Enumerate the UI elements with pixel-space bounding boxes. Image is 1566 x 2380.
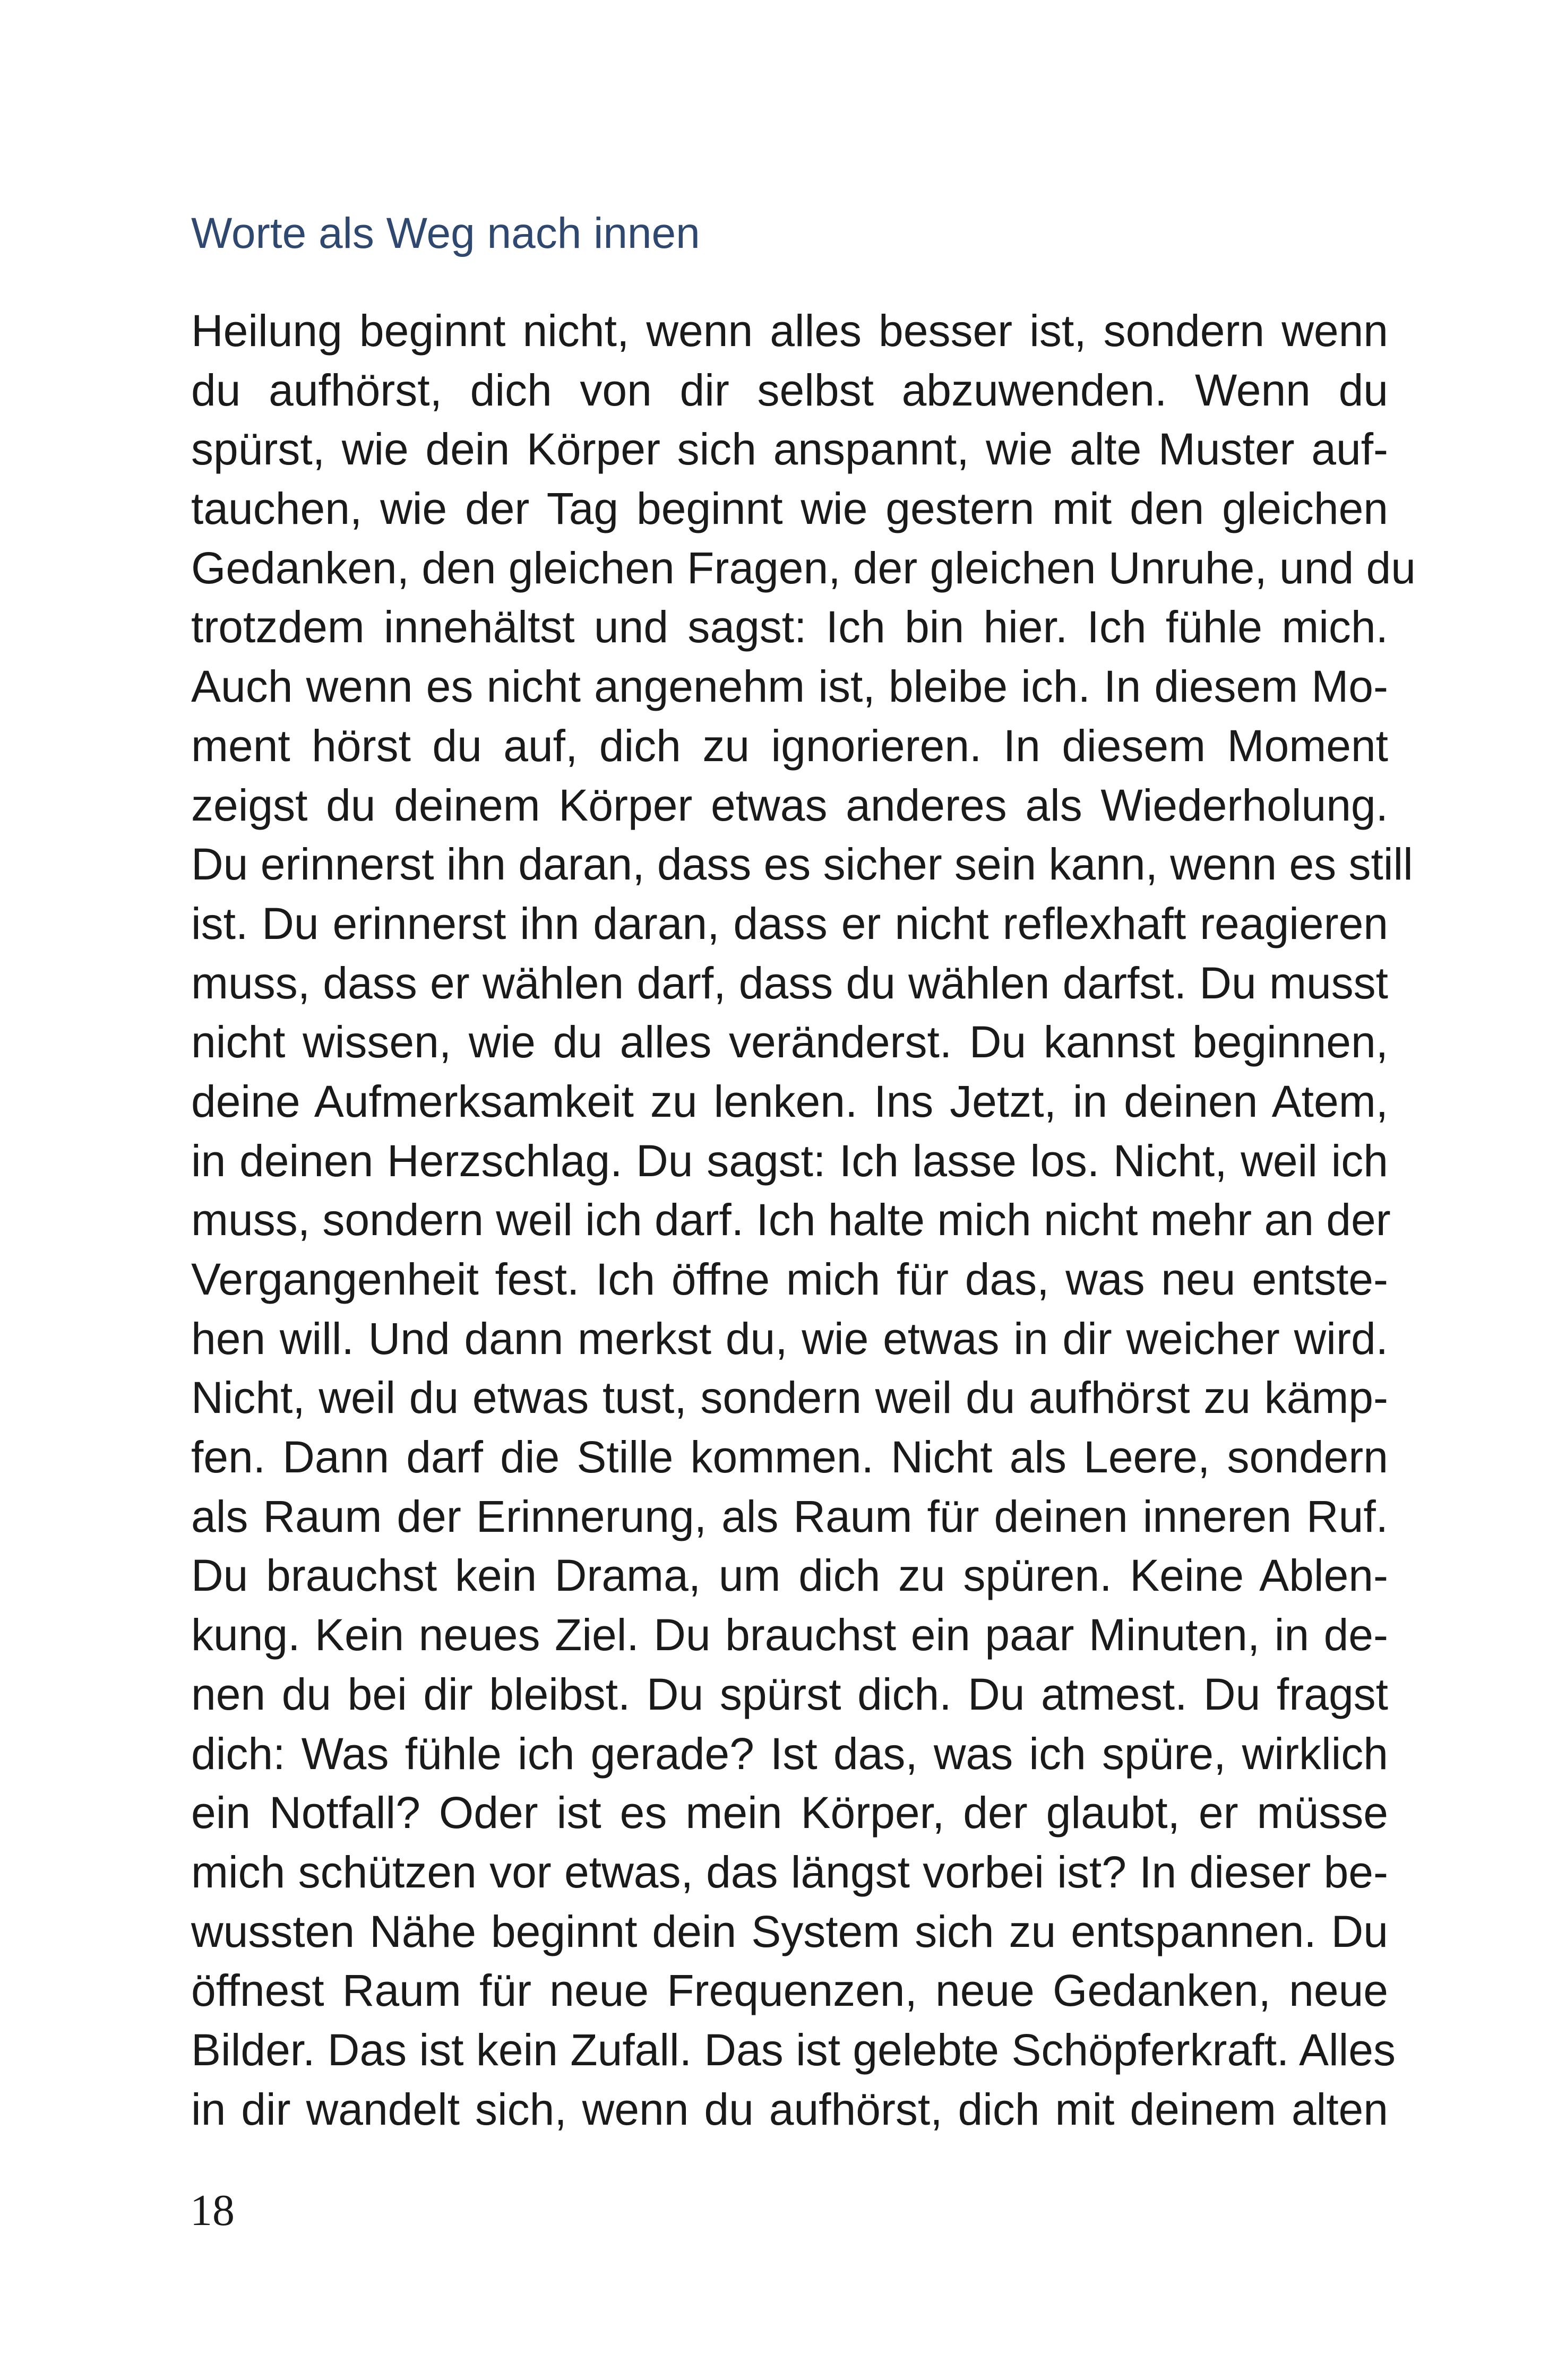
text-line: Du brauchst kein Drama, um dich zu spüren. Keine Ablen-	[191, 1550, 1388, 1601]
text-line: fen. Dann darf die Stille kommen. Nicht als Leere, sondern	[191, 1432, 1388, 1482]
text-line: öffnest Raum für neue Frequenzen, neue Gedanken, neue	[191, 1965, 1388, 2016]
page-number: 18	[190, 2186, 235, 2235]
text-line: Nicht, weil du etwas tust, sondern weil du aufhörst zu kämp-	[191, 1373, 1388, 1423]
text-line: als Raum der Erinnerung, als Raum für deinen inneren Ruf.	[191, 1491, 1388, 1541]
text-line: dich: Was fühle ich gerade? Ist das, was ich spüre, wirklich	[191, 1728, 1388, 1779]
text-line: mich schützen vor etwas, das längst vorbei ist? In dieser be-	[191, 1847, 1388, 1897]
text-line: Gedanken, den gleichen Fragen, der gleichen Unruhe, und du	[191, 542, 1416, 593]
text-line: du aufhörst, dich von dir selbst abzuwenden. Wenn du	[191, 365, 1388, 415]
body-text	[191, 301, 1416, 2139]
text-line: tauchen, wie der Tag beginnt wie gestern mit den gleichen	[191, 484, 1388, 534]
text-line: wussten Nähe beginnt dein System sich zu entspannen. Du	[191, 1906, 1388, 1956]
text-line: kung. Kein neues Ziel. Du brauchst ein paar Minuten, in de-	[191, 1610, 1388, 1660]
text-line: muss, dass er wählen darf, dass du wählen darfst. Du musst	[191, 958, 1388, 1008]
text-line: muss, sondern weil ich darf. Ich halte mich nicht mehr an der	[191, 1195, 1391, 1245]
text-line: Vergangenheit fest. Ich öffne mich für das, was neu entste-	[191, 1254, 1388, 1304]
text-line: hen will. Und dann merkst du, wie etwas in dir weicher wird.	[191, 1313, 1388, 1364]
text-line: trotzdem innehältst und sagst: Ich bin hier. Ich fühle mich.	[191, 602, 1388, 652]
text-line: zeigst du deinem Körper etwas anderes als Wiederholung.	[191, 780, 1388, 830]
text-line: nicht wissen, wie du alles veränderst. Du kannst beginnen,	[191, 1017, 1388, 1067]
text-line: in dir wandelt sich, wenn du aufhörst, dich mit deinem alten	[191, 2084, 1388, 2134]
text-line: ment hörst du auf, dich zu ignorieren. In diesem Moment	[191, 720, 1388, 771]
section-heading: Worte als Weg nach innen	[191, 209, 700, 257]
text-line: Bilder. Das ist kein Zufall. Das ist gelebte Schöpferkraft. Alles	[191, 2024, 1396, 2075]
text-line: spürst, wie dein Körper sich anspannt, wie alte Muster auf-	[191, 424, 1388, 475]
text-line: Du erinnerst ihn daran, dass es sicher sein kann, wenn es still	[191, 839, 1413, 890]
text-line: Heilung beginnt nicht, wenn alles besser ist, sondern wenn	[191, 306, 1388, 356]
text-line: ist. Du erinnerst ihn daran, dass er nicht reflexhaft reagieren	[191, 898, 1388, 948]
text-line: ein Notfall? Oder ist es mein Körper, der glaubt, er müsse	[191, 1788, 1388, 1838]
text-line: deine Aufmerksamkeit zu lenken. Ins Jetzt, in deinen Atem,	[191, 1076, 1388, 1126]
text-line: nen du bei dir bleibst. Du spürst dich. Du atmest. Du fragst	[191, 1669, 1388, 1719]
text-line: Auch wenn es nicht angenehm ist, bleibe ich. In diesem Mo-	[191, 661, 1388, 712]
text-line: in deinen Herzschlag. Du sagst: Ich lasse los. Nicht, weil ich	[191, 1135, 1388, 1186]
